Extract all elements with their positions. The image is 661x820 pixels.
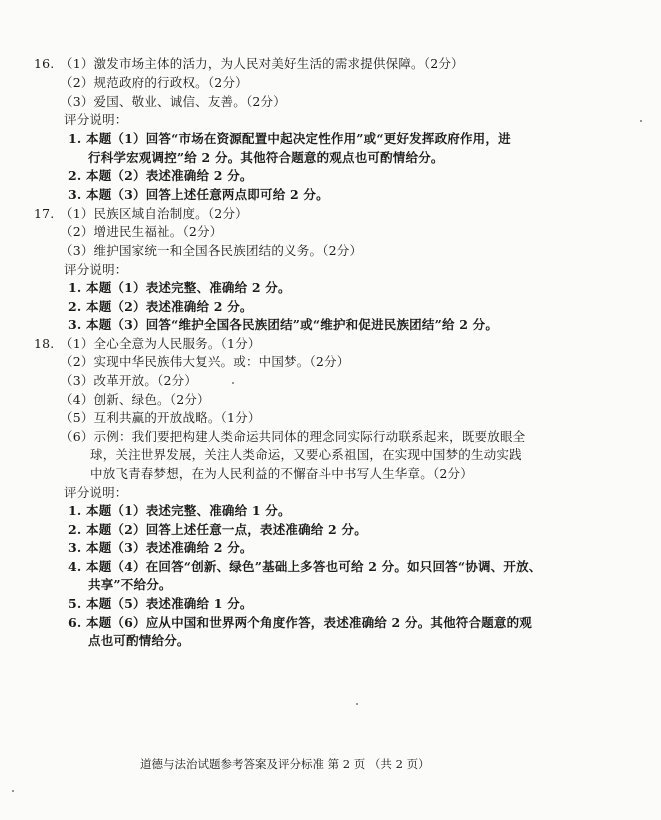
q16-note-3: 3. 本题（3）回答上述任意两点即可给 2 分。 (68, 187, 329, 202)
q17-answer-3: （3）维护国家统一和全国各民族团结的义务。（2分） (60, 243, 363, 258)
q17-note-2: 2. 本题（2）表述准确给 2 分。 (68, 299, 253, 314)
q18-answer-3: （3）改革开放。（2分） (60, 373, 198, 388)
q17-answer-1: （1）民族区域自治制度。（2分） (60, 206, 248, 221)
q16-number: 16. (34, 56, 55, 71)
q18-answer-5: （5）互利共赢的开放战略。（1分） (60, 410, 261, 425)
q16-scoring-title: 评分说明： (64, 112, 128, 127)
q18-note-4-cont: 共享”不给分。 (88, 577, 172, 592)
q16-note-1: 1. 本题（1）回答“市场在资源配置中起决定性作用”或“更好发挥政府作用，进 (68, 131, 511, 146)
q17-answer-2: （2）增进民生福祉。（2分） (60, 224, 223, 239)
scan-speck (356, 703, 358, 705)
q18-answer-1: （1）全心全意为人民服务。（1分） (60, 336, 261, 351)
q16-answer-3: （3）爱国、敬业、诚信、友善。（2分） (60, 94, 286, 109)
q18-answer-6-cont-1: 球，关注世界发展，关注人类命运，又要心系祖国，在实现中国梦的生动实践 (90, 447, 522, 462)
q18-answer-2: （2）实现中华民族伟大复兴。或：中国梦。（2分） (60, 354, 350, 369)
q18-note-3: 3. 本题（3）表述准确给 2 分。 (68, 540, 253, 555)
q16-note-1-cont: 行科学宏观调控”给 2 分。其他符合题意的观点也可酌情给分。 (88, 150, 444, 165)
q18-answer-6-cont-2: 中放飞青春梦想，在为人民利益的不懈奋斗中书写人生华章。（2分） (90, 466, 473, 481)
q16-answer-2: （2）规范政府的行政权。（2分） (60, 75, 248, 90)
scan-speck (232, 382, 234, 384)
scan-speck (12, 790, 14, 792)
q18-answer-6: （6）示例：我们要把构建人类命运共同体的理念同实际行动联系起来，既要放眼全 (60, 429, 526, 444)
q18-scoring-title: 评分说明： (64, 485, 128, 500)
q18-note-2: 2. 本题（2）回答上述任意一点，表述准确给 2 分。 (68, 522, 367, 537)
q18-answer-4: （4）创新、绿色。（2分） (60, 392, 210, 407)
q18-number: 18. (34, 336, 55, 351)
q18-note-6: 6. 本题（6）应从中国和世界两个角度作答，表述准确给 2 分。其他符合题意的观 (68, 615, 533, 630)
q18-note-5: 5. 本题（5）表述准确给 1 分。 (68, 596, 253, 611)
q17-note-3: 3. 本题（3）回答“维护全国各民族团结”或“维护和促进民族团结”给 2 分。 (68, 317, 499, 332)
q18-note-1: 1. 本题（1）表述完整、准确给 1 分。 (68, 503, 291, 518)
q16-answer-1: （1）激发市场主体的活力，为人民对美好生活的需求提供保障。（2分） (60, 56, 464, 71)
q17-number: 17. (34, 206, 55, 221)
scan-speck (640, 120, 642, 122)
q18-note-4: 4. 本题（4）在回答“创新、绿色”基础上多答也可给 2 分。如只回答“协调、开放、 (68, 559, 542, 574)
q16-note-2: 2. 本题（2）表述准确给 2 分。 (68, 168, 253, 183)
q18-note-6-cont: 点也可酌情给分。 (88, 633, 190, 648)
q17-scoring-title: 评分说明： (64, 262, 128, 277)
page-footer: 道德与法治试题参考答案及评分标准 第 2 页 （共 2 页） (140, 757, 430, 771)
q17-note-1: 1. 本题（1）表述完整、准确给 2 分。 (68, 280, 291, 295)
